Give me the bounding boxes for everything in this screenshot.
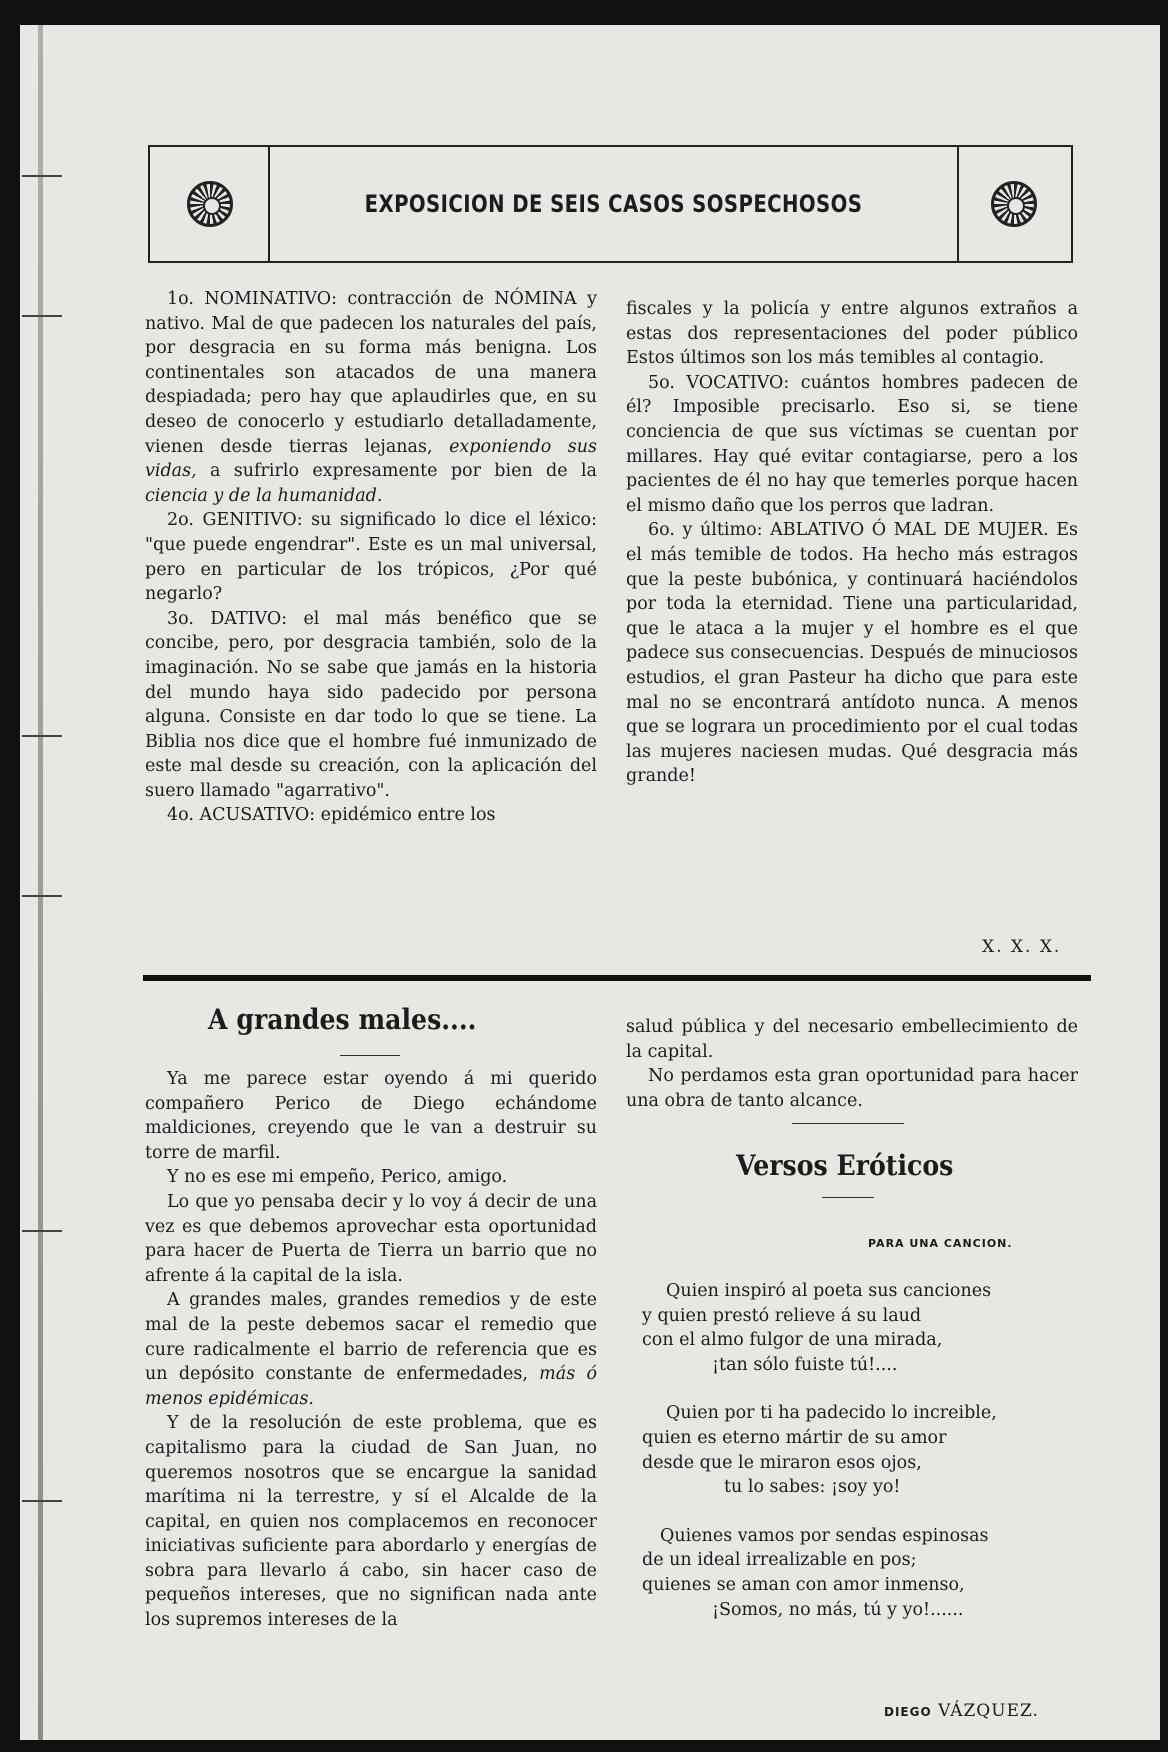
article-title: EXPOSICION DE SEIS CASOS SOSPECHOSOS xyxy=(364,190,863,218)
rosette-ornament-icon xyxy=(187,181,233,227)
paragraph: A grandes males, grandes remedios y de este mal de la peste debemos sacar el remedio que cure radicalmente el barrio de referencia que es un depósito constante de enfermedades, más ó menos epidémicas. xyxy=(145,1290,597,1409)
paragraph: Y de la resolución de este problema, que es capitalismo para la ciudad de San Juan, no queremos nosotros que se encargue la sanidad marítima ni la terrestre, y sí el Alcalde de la capital, en quien nos complacemos en reconocer iniciativas suficiente para abordarlo y energías de sobra para llevarlo á cabo, sin hacer caso de pequeños intereses, que no significan nada ante los supremos intereses de la xyxy=(145,1413,597,1631)
paragraph: 6o. y último: ABLATIVO Ó MAL DE MUJER. Es el más temible de todos. Ha hecho más estragos que la peste bubónica, y continuará haciéndolos por toda la eternidad. Tiene una particularidad, que le ataca a la mujer y el hombre es el que padece sus consecuencias. Después de minuciosos estudios, el gran Pasteur ha dicho que para este mal no se encontrará antídoto nunca. A menos que se lograra un procedimiento por el cual todas las mujeres naciesen mudas. Qué desgracia más grande! xyxy=(626,520,1078,787)
paragraph: 2o. GENITIVO: su significado lo dice el léxico: "que puede engendrar". Este es un mal universal, pero en particular de los trópicos, ¿Por qué negarlo? xyxy=(145,510,597,605)
paragraph: 5o. VOCATIVO: cuántos hombres padecen de él? Imposible precisarlo. Eso si, se tiene conciencia de que sus víctimas se cuentan por millares. Hay qué evitar contagiarse, pero a los pacientes de él no hay que temerles porque hacen el mismo daño que los perros que ladran. xyxy=(626,372,1078,516)
poem-line: desde que le miraron esos ojos, xyxy=(642,1452,922,1473)
paragraph: Lo que yo pensaba decir y lo voy á decir de una vez es que debemos aprovechar esta oportunidad para hacer de Puerta de Tierra un barrio que no afrente á la capital de la isla. xyxy=(145,1191,597,1286)
poem-line: Quienes vamos por sendas espinosas xyxy=(660,1525,989,1546)
poem-title: Versos Eróticos xyxy=(736,1149,954,1182)
poem-line: de un ideal irrealizable en pos; xyxy=(642,1550,917,1571)
article2-title: A grandes males.... xyxy=(208,1003,477,1036)
poem-author: DIEGO VÁZQUEZ. xyxy=(884,1701,1039,1721)
paragraph: Ya me parece estar oyendo á mi querido compañero Perico de Diego echándome maldiciones, creyendo que le van a destruir su torre de marfil. xyxy=(145,1069,597,1163)
article2-column-left xyxy=(145,1067,597,1633)
poem-line: con el almo fulgor de una mirada, xyxy=(642,1330,943,1351)
section-divider-short xyxy=(792,1123,904,1124)
poem-body xyxy=(642,1279,997,1646)
paragraph: fiscales y la policía y entre algunos extraños a estas dos representaciones del poder público Estos últimos son los más temibles al contagio. xyxy=(626,299,1078,369)
binding-thread xyxy=(22,175,62,177)
poem-line: quienes se aman con amor inmenso, xyxy=(642,1574,965,1595)
poem-stanza xyxy=(642,1279,997,1377)
title-underline xyxy=(340,1055,400,1056)
poem-line: ¡tan sólo fuiste tú!.... xyxy=(712,1354,898,1375)
paragraph: 1o. NOMINATIVO: contracción de NÓMINA y nativo. Mal de que padecen los naturales del país, por desgracia en su forma más benigna. Los continentales son atacados de una manera despiadada; pero hay que aplaudirles que, en su deseo de conocerlo y estudiarlo detalladamente, vienen desde tierras lejanas, exponiendo sus vidas, a sufrirlo expresamente por bien de la ciencia y de la humanidad. xyxy=(145,289,597,506)
poem-line: Quien por ti ha padecido lo increible, xyxy=(666,1403,997,1424)
newspaper-page xyxy=(20,25,1160,1740)
article1-signature: X. X. X. xyxy=(982,937,1062,957)
poem-line: y quien prestó relieve á su laud xyxy=(642,1305,922,1326)
poem-line: Quien inspiró al poeta sus canciones xyxy=(666,1281,992,1301)
binding-thread xyxy=(22,315,62,317)
poem-line: ¡Somos, no más, tú y yo!...... xyxy=(712,1599,964,1620)
poem-line: tu lo sabes: ¡soy yo! xyxy=(724,1477,901,1498)
binding-thread xyxy=(22,895,62,897)
poem-stanza xyxy=(642,1401,997,1499)
paragraph: Y no es ese mi empeño, Perico, amigo. xyxy=(167,1167,508,1188)
title-underline xyxy=(822,1197,874,1198)
paragraph: 3o. DATIVO: el mal más benéfico que se concibe, pero, por desgracia también, solo de la imaginación. No se sabe que jamás en la historia del mundo haya sido padecido por persona alguna. Consiste en dar todo lo que se tiene. La Biblia nos dice que el hombre fué inmunizado de este mal desde su creación, con la aplicación del suero llamado "agarrativo". xyxy=(145,608,597,801)
binding-thread xyxy=(22,1230,62,1232)
paragraph: salud pública y del necesario embellecimiento de la capital. xyxy=(626,1017,1078,1062)
header-divider xyxy=(268,147,270,261)
article1-column-right xyxy=(626,297,1078,789)
paragraph: 4o. ACUSATIVO: epidémico entre los xyxy=(167,805,496,826)
rosette-ornament-icon xyxy=(991,181,1037,227)
header-divider xyxy=(957,147,959,261)
paragraph: No perdamos esta gran oportunidad para hacer una obra de tanto alcance. xyxy=(626,1066,1078,1111)
binding-thread xyxy=(22,735,62,737)
poem-line: quien es eterno mártir de su amor xyxy=(642,1427,947,1448)
poem-subtitle: PARA UNA CANCION. xyxy=(868,1237,1013,1250)
poem-stanza xyxy=(642,1524,997,1622)
article-header-box xyxy=(148,145,1073,263)
binding-thread xyxy=(22,1500,62,1502)
article2-column-right xyxy=(626,1015,1078,1113)
binding-edge xyxy=(38,25,43,1740)
section-divider xyxy=(143,975,1091,981)
article1-column-left xyxy=(145,287,597,828)
